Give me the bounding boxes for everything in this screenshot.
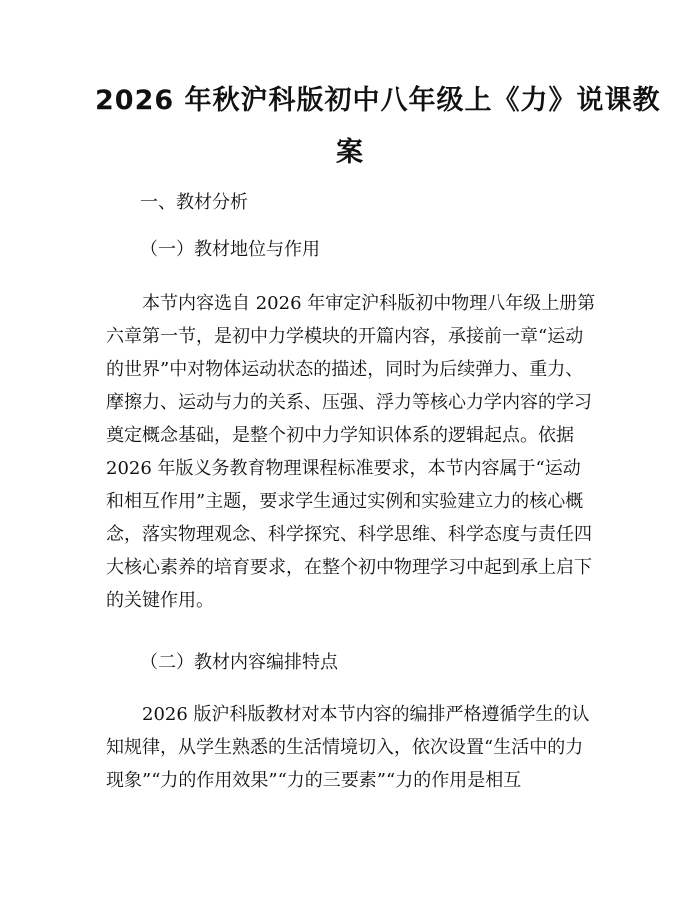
paragraph-position-and-role [106,287,596,617]
paragraph-line: 六章第一节，是初中力学模块的开篇内容，承接前一章“运动 [106,326,584,347]
paragraph-line: 本节内容选自 2026 年审定沪科版初中物理八年级上册第 [142,293,596,314]
section-heading-textbook-analysis: 一、教材分析 [140,192,248,213]
paragraph-line: 念，落实物理观念、科学探究、科学思维、科学态度与责任四 [106,524,592,545]
paragraph-line: 摩擦力、运动与力的关系、压强、浮力等核心力学内容的学习 [106,392,592,413]
paragraph-line: 的关键作用。 [106,590,214,611]
paragraph-line: 的世界”中对物体运动状态的描述，同时为后续弹力、重力、 [106,359,584,380]
paragraph-line: 和相互作用”主题，要求学生通过实例和实验建立力的核心概 [106,491,584,512]
paragraph-line: 2026 年版义务教育物理课程标准要求，本节内容属于“运动 [106,458,581,479]
subsection-heading-position-and-role: （一）教材地位与作用 [140,239,320,260]
document-title-line-1: 2026 年秋沪科版初中八年级上《力》说课教 [95,85,661,116]
paragraph-line: 大核心素养的培育要求，在整个初中物理学习中起到承上启下 [106,557,592,578]
paragraph-content-arrangement [106,698,596,797]
paragraph-line: 2026 版沪科版教材对本节内容的编排严格遵循学生的认 [142,704,590,725]
paragraph-line: 奠定概念基础，是整个初中力学知识体系的逻辑起点。依据 [106,425,574,446]
paragraph-line: 现象”“力的作用效果”“力的三要素”“力的作用是相互 [106,770,522,791]
subsection-heading-content-arrangement: （二）教材内容编排特点 [140,652,338,673]
document-title-line-2: 案 [336,137,364,168]
paragraph-line: 知规律，从学生熟悉的生活情境切入，依次设置“生活中的力 [106,737,584,758]
